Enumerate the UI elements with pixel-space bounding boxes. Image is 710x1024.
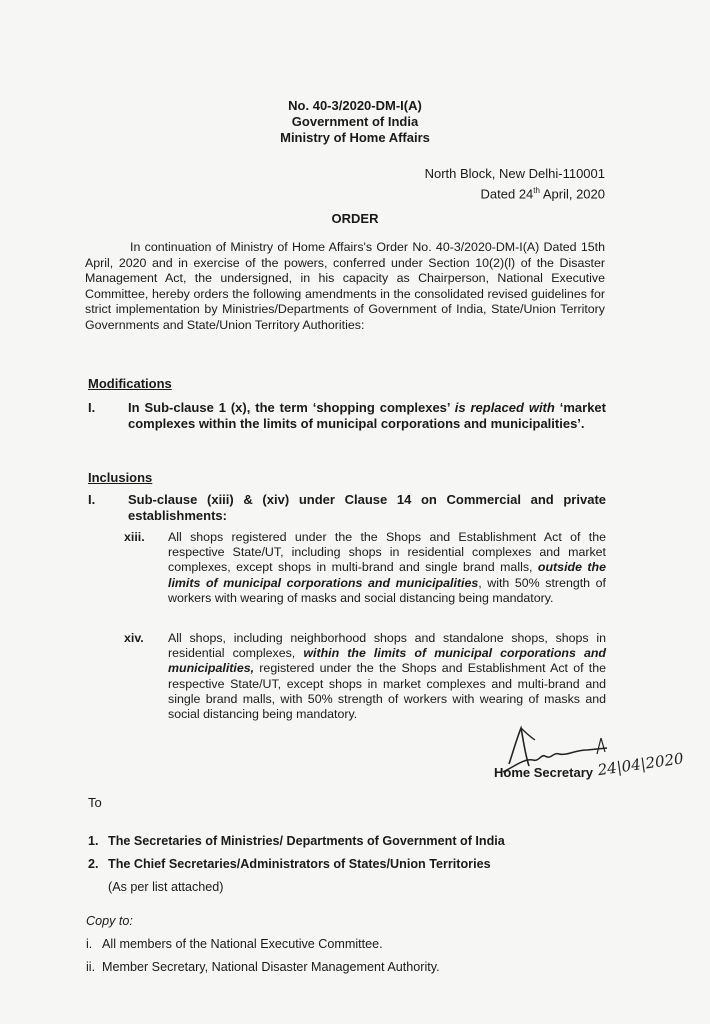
item-numeral: I. — [88, 400, 96, 415]
subclause-text: All shops, including neighborhood shops and standalone shops, shops in residential complexes, within the limits of municipal corporations and municipalities, registered under the the Shops and Establishment Act of the respective State/UT, except shops in market complexes and multi-brand and single brand malls, with 50% strength of workers with wearing of masks and social distancing being mandatory. — [168, 631, 606, 722]
signatory-title: Home Secretary — [494, 765, 593, 780]
copy-to-section — [86, 910, 440, 979]
ministry-name: Ministry of Home Affairs — [280, 130, 430, 145]
modification-item — [88, 400, 606, 431]
addressee-list — [88, 830, 505, 899]
modifications-heading: Modifications — [88, 376, 172, 391]
subclause-numeral: xiii. — [124, 530, 145, 544]
address: North Block, New Delhi-110001 — [424, 166, 605, 181]
svg-text:24|04|2020: 24|04|2020 — [596, 749, 685, 780]
government-name: Government of India — [291, 114, 419, 129]
addressee-note: (As per list attached) — [108, 880, 224, 894]
intro-paragraph: In continuation of Ministry of Home Affairs's Order No. 40-3/2020-DM-I(A) Dated 15th April, 2020 and in exercise of the powers, conferred under Section 10(2)(l) of the Disaster Management Act, the undersigned, in his capacity as Chairperson, National Executive Committee, hereby orders the following amendments in the consolidated revised guidelines for strict implementation by Ministries/Departments of Government of India, State/Union Territory Governments and State/Union Territory Authorities: — [85, 240, 605, 332]
order-title: ORDER — [331, 211, 379, 226]
addressee-item: 2. The Chief Secretaries/Administrators of States/Union Territories — [88, 857, 491, 871]
to-label: To — [88, 795, 102, 810]
subclause-numeral: xiv. — [124, 631, 144, 645]
subclause-xiv — [124, 631, 606, 722]
inclusion-item — [88, 492, 606, 523]
date-line: Dated 24th April, 2020 — [480, 186, 605, 202]
inclusions-heading: Inclusions — [88, 470, 153, 485]
subclause-text: All shops registered under the the Shops and Establishment Act of the respective State/UT, including shops in residential complexes and market complexes, except shops in multi-brand and single brand malls, outside the limits of municipal corporations and municipalities, with 50% strength of workers with wearing of masks and social distancing being mandatory. — [168, 530, 607, 605]
addressee-item: 1. The Secretaries of Ministries/ Departments of Government of India — [88, 834, 505, 848]
document-header — [0, 98, 710, 146]
item-numeral: I. — [88, 492, 96, 507]
copy-to-item: i. All members of the National Executive Committee. — [86, 937, 383, 951]
inclusion-text: Sub-clause (xiii) & (xiv) under Clause 14 on Commercial and private establishments: — [128, 492, 606, 523]
subclause-xiii — [124, 530, 606, 606]
place-and-date — [425, 165, 605, 202]
copy-to-label: Copy to: — [86, 914, 133, 928]
modification-text: In Sub-clause 1 (x), the term ‘shopping complexes’ is replaced with ‘market complexes within the limits of municipal corporations and municipalities’. — [128, 400, 606, 431]
order-number: No. 40-3/2020-DM-I(A) — [288, 98, 422, 113]
copy-to-item: ii. Member Secretary, National Disaster Management Authority. — [86, 960, 440, 974]
